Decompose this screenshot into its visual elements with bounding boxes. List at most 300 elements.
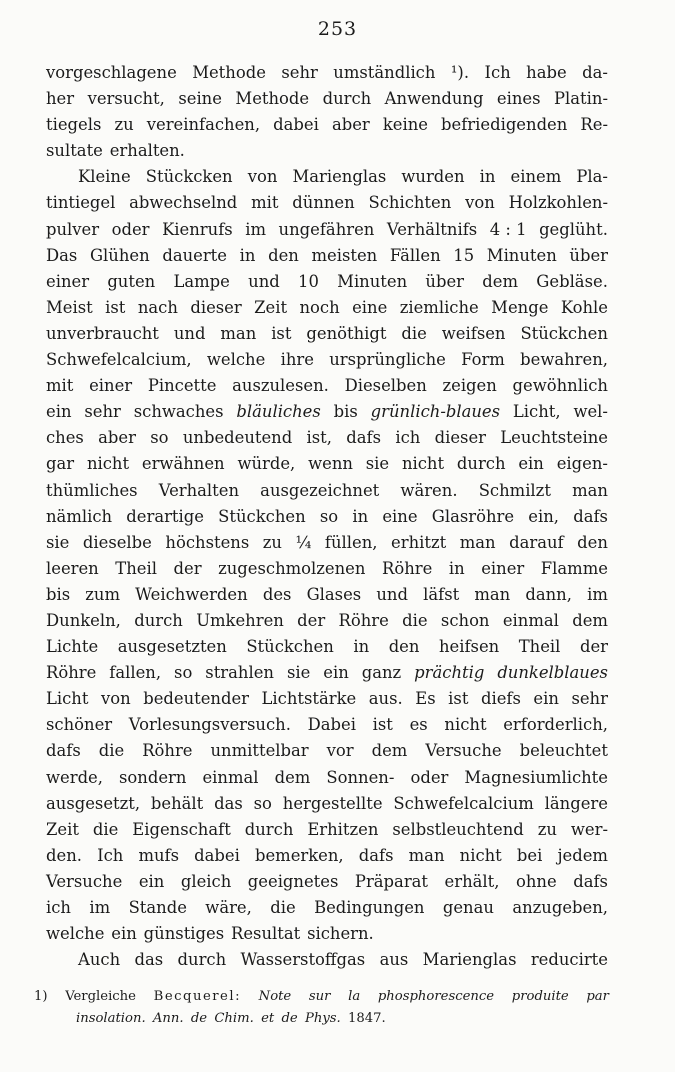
word: des — [262, 584, 292, 604]
word: Lichtstärke — [261, 689, 357, 709]
word: und — [248, 271, 280, 291]
word: einmal — [502, 610, 559, 630]
word: in — [239, 245, 256, 265]
word: darauf — [509, 532, 564, 552]
word: sehr — [281, 63, 318, 82]
word: durch — [456, 454, 506, 474]
word: man — [408, 845, 445, 865]
text-line — [46, 556, 608, 582]
text-line — [46, 347, 608, 373]
word: Schwefelcalcium — [393, 793, 534, 813]
word: durch — [134, 610, 183, 630]
word: la — [348, 989, 361, 1004]
text-line — [46, 112, 608, 138]
word: sur — [308, 989, 331, 1004]
word: heifsen — [438, 637, 500, 657]
word: leeren — [46, 558, 99, 578]
footnote — [34, 986, 609, 1030]
word: bläuliches — [236, 402, 321, 422]
text-line — [46, 921, 608, 947]
text-line — [46, 791, 608, 817]
word: ausgesetzten — [117, 637, 227, 657]
word: oder — [410, 767, 449, 787]
word: ich — [46, 898, 71, 917]
word: Röhre — [381, 558, 433, 578]
word: eine — [352, 297, 388, 317]
word: im — [89, 898, 111, 917]
word: Dunkeln, — [46, 610, 121, 630]
word: dieser — [434, 428, 486, 448]
body-text — [46, 60, 608, 973]
word: von — [247, 167, 278, 187]
word: im — [587, 584, 608, 604]
text-line — [46, 138, 608, 164]
word: einer — [46, 271, 90, 291]
word: sie — [46, 532, 70, 552]
word: dabei — [194, 845, 240, 865]
word: die — [92, 819, 119, 839]
word: par — [586, 989, 609, 1004]
word: ein — [138, 871, 165, 891]
word: produite — [511, 989, 569, 1004]
word: pulver — [46, 219, 100, 239]
text-line — [46, 843, 608, 869]
word: es — [409, 715, 428, 735]
word: Stückchen — [246, 637, 334, 657]
word: da- — [582, 63, 608, 82]
word: ist — [372, 715, 393, 735]
word: Stande — [128, 898, 187, 917]
word: füllen, — [324, 532, 378, 552]
word: wer- — [570, 819, 608, 839]
word: ein — [518, 454, 544, 474]
word: ich — [395, 428, 421, 448]
word: einer — [89, 376, 133, 396]
word: Kohle — [560, 297, 608, 317]
word: bis — [333, 402, 358, 422]
word: selbstleuchtend — [392, 819, 524, 839]
text-line — [46, 895, 608, 921]
word: Röhre — [142, 741, 193, 761]
word: würde, — [237, 454, 296, 474]
word: gewöhnlich — [512, 376, 608, 396]
word: das — [214, 793, 243, 813]
word: genau — [442, 898, 494, 917]
word: ungefähren — [278, 219, 375, 239]
word: welche — [46, 924, 105, 944]
word: so — [319, 506, 339, 526]
word: Schmilzt — [478, 480, 551, 500]
word: Marienglas — [422, 950, 517, 970]
word: Note — [258, 989, 292, 1004]
word: Verhältnifs — [386, 219, 478, 239]
word: durch — [177, 950, 227, 970]
word: Weichwerden — [135, 584, 248, 604]
word: ist — [448, 689, 469, 709]
word: Erhitzen — [307, 819, 379, 839]
text-line — [46, 478, 608, 504]
word: ist — [271, 323, 292, 343]
word: Präparat — [354, 871, 429, 891]
word: in — [353, 637, 370, 657]
word: Marienglas — [292, 167, 387, 187]
word: ein — [533, 689, 559, 709]
text-line — [46, 60, 608, 86]
word: weifsen — [441, 323, 506, 343]
word: Schwefelcalcium, — [46, 350, 192, 370]
word: den — [577, 532, 608, 552]
word: sie — [365, 454, 390, 474]
word: und — [173, 323, 206, 343]
word: aber — [331, 115, 370, 135]
word: Stückchen — [520, 323, 608, 343]
text-line — [46, 582, 608, 608]
word: Becquerel: — [153, 989, 242, 1004]
word: Minuten — [486, 245, 557, 265]
word: abwechselnd — [129, 193, 238, 213]
word: die — [270, 898, 296, 917]
word: man — [220, 323, 257, 343]
word: strahlen — [205, 663, 274, 683]
word: der — [579, 637, 608, 657]
word: dafs — [46, 741, 81, 761]
word: schon — [440, 610, 490, 630]
word: mufs — [138, 845, 180, 865]
word: meisten — [311, 245, 378, 265]
word: die — [402, 610, 428, 630]
word: wären. — [400, 480, 458, 500]
word: erhält, — [444, 871, 500, 891]
word: dauerte — [162, 245, 227, 265]
word: noch — [299, 297, 340, 317]
word: Chim. — [214, 1011, 254, 1026]
word: ohne — [515, 871, 557, 891]
word: vereinfachen, — [146, 115, 261, 135]
word: schwaches — [133, 402, 224, 422]
word: Glases — [306, 584, 362, 604]
word: Umkehren — [196, 610, 284, 630]
word: 4 : 1 — [489, 219, 527, 239]
word: Fällen — [389, 245, 441, 265]
word: Meist — [46, 297, 93, 317]
word: phosphorescence — [377, 989, 495, 1004]
word: Phys. — [304, 1011, 341, 1026]
word: unmittelbar — [210, 741, 309, 761]
word: ausgezeichnet — [260, 480, 380, 500]
word: man — [474, 584, 511, 604]
text-line — [46, 321, 608, 347]
word: tiegels — [46, 115, 102, 135]
word: Es — [415, 689, 436, 709]
word: Sonnen- — [326, 767, 395, 787]
word: zu — [537, 819, 557, 839]
word: unverbraucht — [46, 323, 159, 343]
word: dieser — [190, 297, 242, 317]
word: Verhalten — [158, 480, 240, 500]
text-line — [46, 451, 608, 477]
word: dafs — [573, 506, 608, 526]
word: umständlich — [333, 63, 436, 82]
word: vor — [326, 741, 354, 761]
word: prächtig — [414, 663, 485, 683]
word: erforderlich, — [503, 715, 608, 735]
word: 1847. — [347, 1011, 386, 1026]
word: grünlich-blaues — [370, 402, 501, 422]
word: Röhre — [46, 663, 97, 683]
word: jedem — [557, 845, 608, 865]
text-line — [46, 608, 608, 634]
word: gar — [46, 454, 75, 474]
word: befriedigenden — [441, 115, 568, 135]
text-line — [46, 295, 608, 321]
word: Form — [461, 350, 505, 370]
word: man — [572, 480, 608, 500]
word: ches — [46, 428, 84, 448]
word: Leuchtsteine — [500, 428, 608, 448]
word: dunkelblaues — [497, 663, 608, 683]
word: der — [173, 558, 202, 578]
word: ist — [105, 297, 126, 317]
word: mit — [251, 193, 279, 213]
word: insolation. — [76, 1011, 146, 1026]
text-line — [46, 738, 608, 764]
word: ein — [46, 402, 72, 422]
word: wäre, — [205, 898, 252, 917]
word: 10 — [298, 271, 319, 291]
word: dem — [482, 271, 519, 291]
word: Zeit — [254, 297, 288, 317]
page-number: 253 — [317, 18, 358, 40]
word: Versuche — [425, 741, 502, 761]
word: dünnen — [292, 193, 355, 213]
word: in — [352, 506, 369, 526]
word: in — [448, 558, 465, 578]
word: eines — [496, 89, 541, 109]
word: ihre — [280, 350, 314, 370]
word: durch — [244, 819, 294, 839]
word: ganz — [361, 663, 402, 683]
text-line — [46, 243, 608, 269]
word: Methode — [192, 63, 266, 82]
word: Kleine — [78, 167, 131, 187]
word: das — [134, 950, 164, 970]
word: eigen- — [556, 454, 608, 474]
word: Holzkohlen- — [508, 193, 608, 213]
word: den — [388, 637, 420, 657]
word: so — [150, 428, 169, 448]
word: auszulesen. — [232, 376, 329, 396]
word: Magnesiumlichte — [464, 767, 608, 787]
word: einem — [510, 167, 562, 187]
word: 15 — [453, 245, 475, 265]
word: ziemliche — [399, 297, 479, 317]
word: ein — [111, 924, 137, 944]
word: mit — [46, 376, 74, 396]
word: und — [376, 584, 408, 604]
word: anzugeben, — [512, 898, 608, 917]
word: ausgesetzt, — [46, 793, 141, 813]
word: seine — [178, 89, 222, 109]
word: dieselbe — [82, 532, 152, 552]
word: sichern. — [307, 924, 374, 944]
word: ¼ — [295, 532, 312, 552]
footnote-line — [34, 986, 609, 1008]
word: aus — [379, 950, 409, 970]
word: Das — [46, 245, 78, 265]
word: Glühen — [89, 245, 150, 265]
word: Röhre — [338, 610, 389, 630]
word: Theil — [518, 637, 561, 657]
word: zum — [85, 584, 121, 604]
text-line — [46, 269, 608, 295]
word: Theil — [115, 558, 157, 578]
word: einmal — [202, 767, 259, 787]
text-line — [46, 425, 608, 451]
word: im — [245, 219, 267, 239]
word: sehr — [84, 402, 121, 422]
word: oder — [111, 219, 150, 239]
word: sehr — [571, 689, 608, 709]
word: fallen, — [109, 663, 162, 683]
word: Pincette — [147, 376, 217, 396]
word: nicht — [86, 454, 130, 474]
text-line — [46, 86, 608, 112]
word: Eigenschaft — [132, 819, 231, 839]
word: Methode — [235, 89, 310, 109]
word: eine — [382, 506, 418, 526]
text-line — [46, 373, 608, 399]
word: Gebläse. — [536, 271, 608, 291]
text-line — [46, 660, 608, 686]
word: höchstens — [165, 532, 250, 552]
word: Platin- — [554, 89, 608, 109]
word: aber — [98, 428, 136, 448]
word: zu — [114, 115, 134, 135]
word: ein, — [528, 506, 559, 526]
word: bedeutender — [143, 689, 250, 709]
text-line — [46, 634, 608, 660]
word: erhalten. — [109, 141, 185, 161]
word: die — [98, 741, 125, 761]
word: versucht, — [87, 89, 165, 109]
word: behält — [150, 793, 204, 813]
word: Wasserstoffgas — [240, 950, 366, 970]
word: dem — [371, 741, 408, 761]
word: Vorlesungsversuch. — [128, 715, 291, 735]
word: vorgeschlagene — [46, 63, 177, 82]
word: Stückcken — [145, 167, 233, 187]
word: zugeschmolzenen — [218, 558, 366, 578]
word: guten — [107, 271, 156, 291]
word: durch — [322, 89, 372, 109]
text-line — [46, 530, 608, 556]
word: dabei — [273, 115, 319, 135]
word: erhitzt — [391, 532, 447, 552]
word: bis — [46, 584, 71, 604]
word: ¹). — [450, 63, 470, 82]
word: ursprüngliche — [329, 350, 446, 370]
word: Zeit — [46, 819, 79, 839]
word: der — [297, 610, 326, 630]
word: bei — [516, 845, 543, 865]
text-line — [46, 947, 608, 973]
text-line — [46, 817, 608, 843]
word: schöner — [46, 715, 113, 735]
word: Ich — [97, 845, 124, 865]
word: die — [401, 323, 427, 343]
word: einer — [481, 558, 525, 578]
word: dann, — [525, 584, 572, 604]
word: Lampe — [173, 271, 230, 291]
word: genöthigt — [306, 323, 387, 343]
word: Pla- — [576, 167, 608, 187]
text-line — [46, 399, 608, 425]
word: unbedeutend — [182, 428, 293, 448]
word: reducirte — [530, 950, 608, 970]
word: sie — [286, 663, 311, 683]
word: thümliches — [46, 480, 138, 500]
text-line — [46, 164, 608, 190]
word: Stückchen — [218, 506, 306, 526]
word: Resultat — [231, 924, 301, 944]
word: dafs — [573, 871, 608, 891]
word: dafs — [346, 428, 382, 448]
word: über — [425, 271, 464, 291]
word: so — [174, 663, 193, 683]
word: den. — [46, 845, 82, 865]
word: dafs — [358, 845, 394, 865]
word: Dabei — [307, 715, 356, 735]
word: nicht — [444, 715, 487, 735]
word: bemerken, — [254, 845, 344, 865]
word: welche — [206, 350, 266, 370]
word: man — [459, 532, 496, 552]
word: von — [100, 689, 131, 709]
word: zu — [262, 532, 282, 552]
text-line — [46, 869, 608, 895]
word: de — [190, 1011, 208, 1026]
word: Bedingungen — [314, 898, 425, 917]
word: Vergleiche — [65, 989, 136, 1004]
word: nicht — [401, 454, 445, 474]
text-line — [46, 765, 608, 791]
word: sultate — [46, 141, 103, 161]
word: 1) — [34, 989, 48, 1004]
word: wurden — [401, 167, 465, 187]
word: beleuchtet — [519, 741, 608, 761]
word: geeignetes — [247, 871, 339, 891]
word: her — [46, 89, 75, 109]
text-line — [46, 504, 608, 530]
word: Dieselben — [344, 376, 427, 396]
word: Ann. — [152, 1011, 184, 1026]
text-line — [46, 217, 608, 243]
word: tintiegel — [46, 193, 116, 213]
word: geglüht. — [539, 219, 608, 239]
word: ist, — [306, 428, 332, 448]
word: von — [465, 193, 495, 213]
word: Minuten — [337, 271, 408, 291]
word: Anwendung — [384, 89, 484, 109]
text-line — [46, 712, 608, 738]
word: de — [281, 1011, 298, 1026]
word: längere — [544, 793, 608, 813]
text-line — [46, 190, 608, 216]
word: in — [479, 167, 496, 187]
word: so — [253, 793, 272, 813]
word: Kienrufs — [162, 219, 233, 239]
word: den — [268, 245, 299, 265]
